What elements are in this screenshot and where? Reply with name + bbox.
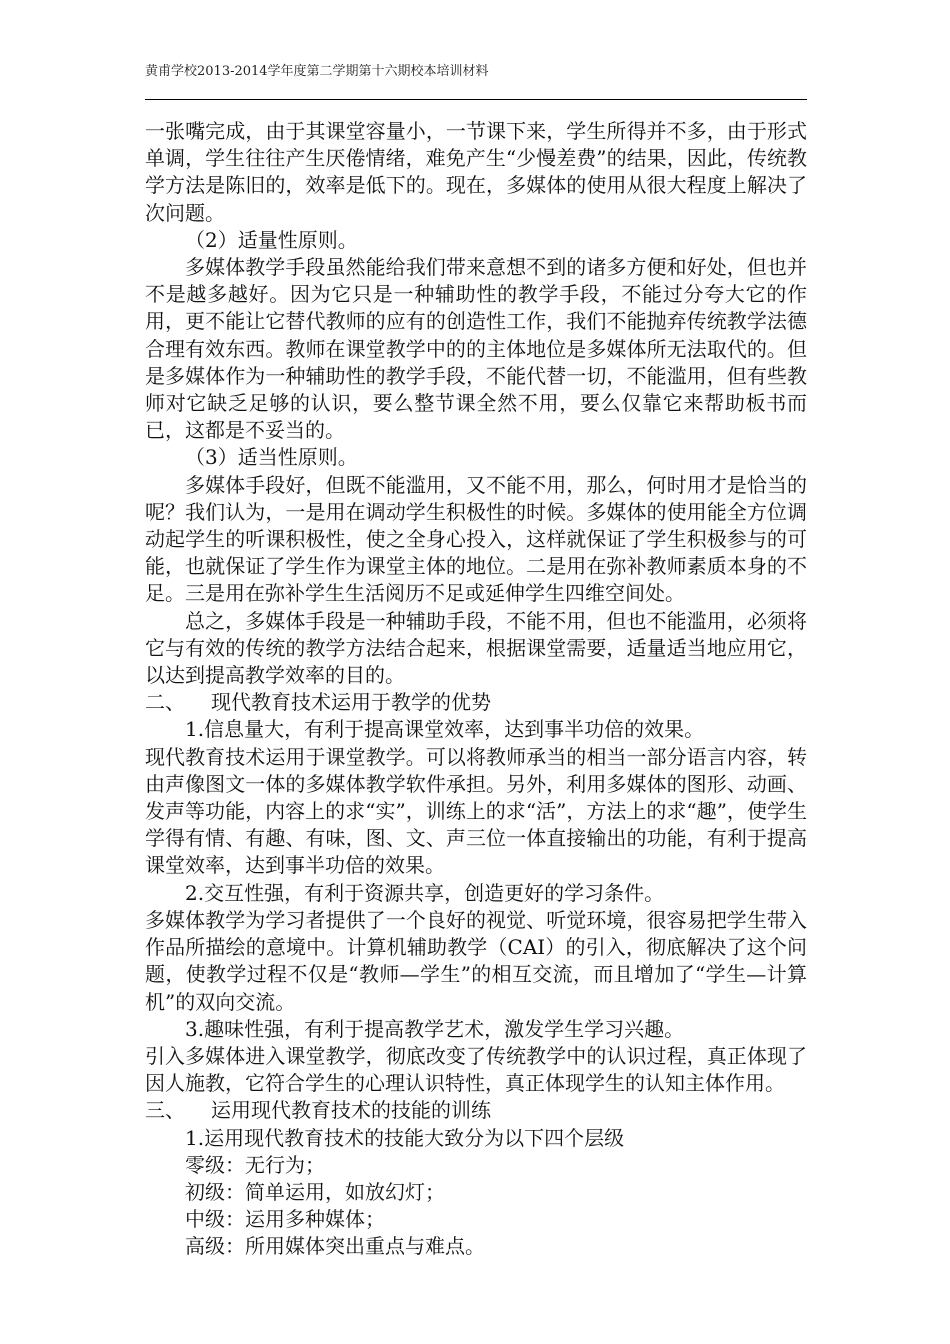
section-title: 现代教育技术运用于教学的优势 xyxy=(211,690,491,715)
header-divider xyxy=(145,99,807,100)
body-paragraph: 初级：简单运用，如放幻灯； xyxy=(185,1179,445,1204)
section-title: 运用现代教育技术的技能的训练 xyxy=(211,1098,491,1123)
body-paragraph: 总之，多媒体手段是一种辅助手段，不能不用，但也不能滥用，必须将它与有效的传统的教学方法结合起来，根据课堂需要，适量适当地应用它，以达到提高教学效率的目的。 xyxy=(145,608,807,688)
document-body xyxy=(145,118,807,1261)
body-paragraph: 引入多媒体进入课堂教学，彻底改变了传统教学中的认识过程，真正体现了因人施教，它符合学生的心理认识特性，真正体现学生的认知主体作用。 xyxy=(145,1043,807,1096)
section-number: 三、 xyxy=(145,1098,185,1123)
body-paragraph: 现代教育技术运用于课堂教学。可以将教师承当的相当一部分语言内容，转由声像图文一体的多媒体教学软件承担。另外，利用多媒体的图形、动画、发声等功能，内容上的求“实”，训练上的求“活”，方法上的求“趣”，使学生学得有情、有趣、有味，图、文、声三位一体直接输出的功能，有利于提高课堂效率，达到事半功倍的效果。 xyxy=(145,744,807,878)
section-heading xyxy=(145,1097,807,1124)
body-paragraph: （3）适当性原则。 xyxy=(185,445,358,470)
body-paragraph: 零级：无行为； xyxy=(185,1152,325,1177)
body-paragraph: 1.运用现代教育技术的技能大致分为以下四个层级 xyxy=(185,1125,625,1150)
body-paragraph: 多媒体教学手段虽然能给我们带来意想不到的诸多方便和好处，但也并不是越多越好。因为它只是一种辅助性的教学手段，不能过分夸大它的作用，更不能让它替代教师的应有的创造性工作，我们不能抛弃传统教学法德合理有效东西。教师在课堂教学中的的主体地位是多媒体所无法取代的。但是多媒体作为一种辅助性的教学手段，不能代替一切，不能滥用，但有些教师对它缺乏足够的认识，要么整节课全然不用，要么仅靠它来帮助板书而已，这都是不妥当的。 xyxy=(145,255,807,443)
body-paragraph: （2）适量性原则。 xyxy=(185,227,358,252)
section-heading xyxy=(145,689,807,716)
body-paragraph: 多媒体教学为学习者提供了一个良好的视觉、听觉环境，很容易把学生带入作品所描绘的意境中。计算机辅助教学（CAI）的引入，彻底解决了这个问题，使教学过程不仅是“教师—学生”的相互交流，而且增加了“学生—计算机”的双向交流。 xyxy=(145,907,807,1014)
body-paragraph: 1.信息量大，有利于提高课堂效率，达到事半功倍的效果。 xyxy=(185,717,705,742)
section-number: 二、 xyxy=(145,690,185,715)
body-paragraph: 多媒体手段好，但既不能滥用，又不能不用，那么，何时用才是恰当的呢？我们认为，一是用在调动学生积极性的时候。多媒体的使用能全方位调动起学生的听课积极性，使之全身心投入，这样就保证了学生积极参与的可能，也就保证了学生作为课堂主体的地位。二是用在弥补教师素质本身的不足。三是用在弥补学生生活阅历不足或延伸学生四维空间处。 xyxy=(145,472,807,606)
body-paragraph: 3.趣味性强，有利于提高教学艺术，激发学生学习兴趣。 xyxy=(185,1016,685,1041)
body-paragraph: 中级：运用多种媒体； xyxy=(185,1207,385,1232)
body-paragraph: 一张嘴完成，由于其课堂容量小，一节课下来，学生所得并不多，由于形式单调，学生往往产生厌倦情绪，难免产生“少慢差费”的结果，因此，传统教学方法是陈旧的，效率是低下的。现在，多媒体的使用从很大程度上解决了次问题。 xyxy=(145,119,807,225)
page-header: 黄甫学校2013-2014学年度第二学期第十六期校本培训材料 xyxy=(145,64,489,79)
body-paragraph: 高级：所用媒体突出重点与难点。 xyxy=(185,1234,485,1259)
body-paragraph: 2.交互性强，有利于资源共享，创造更好的学习条件。 xyxy=(185,880,665,905)
